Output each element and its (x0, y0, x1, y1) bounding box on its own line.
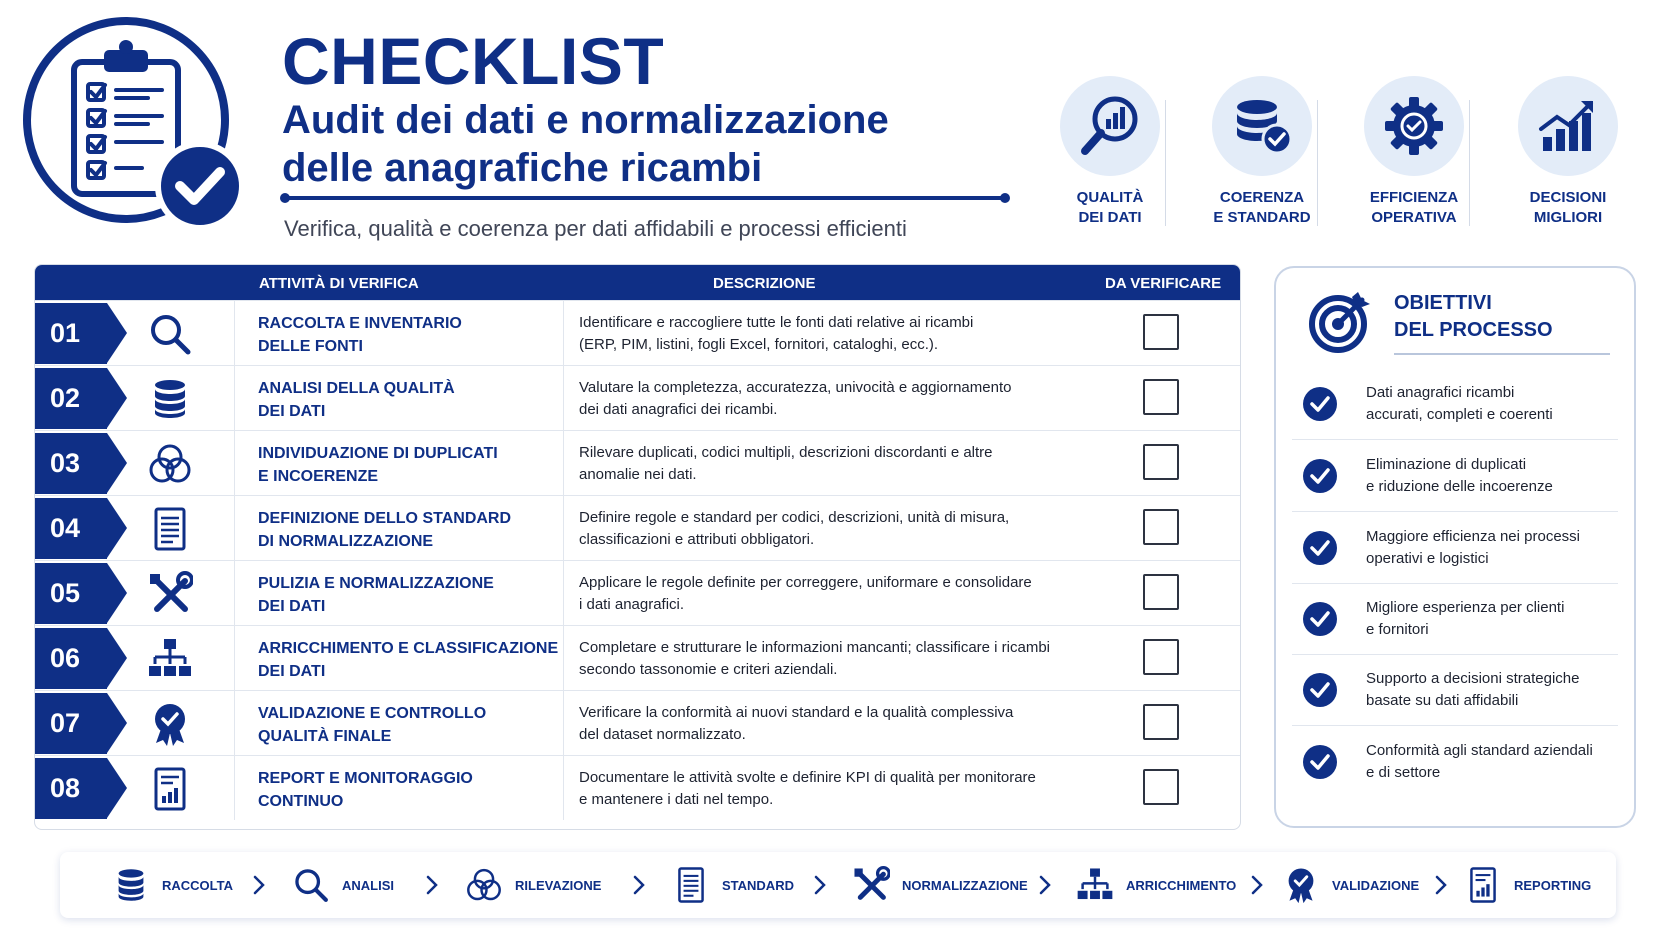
verify-checkbox[interactable] (1143, 704, 1179, 740)
table-row (35, 300, 1240, 365)
award-badge-icon (1282, 866, 1320, 904)
check-circle-icon (1302, 458, 1338, 494)
activity-description: Valutare la completezza, accuratezza, univocità e aggiornamento dei dati anagrafici dei ricambi. (579, 379, 1012, 418)
process-flow-bar (60, 852, 1616, 918)
activity-title: DEFINIZIONE DELLO STANDARD DI NORMALIZZAZIONE (234, 496, 564, 560)
clipboard-check-logo (22, 16, 258, 252)
report-chart-icon (1464, 866, 1502, 904)
benefit-label: EFFICIENZA OPERATIVA (1369, 189, 1459, 226)
activity-title: REPORT E MONITORAGGIO CONTINUO (234, 756, 564, 820)
objective-item (1292, 442, 1618, 512)
divider (1317, 100, 1318, 226)
verify-checkbox[interactable] (1143, 769, 1179, 805)
overlap-circles-icon (465, 866, 503, 904)
flow-step-label: STANDARD (722, 877, 794, 893)
activity-title: PULIZIA E NORMALIZZAZIONE DEI DATI (234, 561, 564, 625)
subtitle-line-1: Audit dei dati e normalizzazione (282, 98, 889, 142)
objective-text: Conformità agli standard aziendali e di settore (1366, 742, 1593, 781)
checklist-table (34, 264, 1241, 830)
tools-icon (852, 866, 890, 904)
overlap-circles-icon (147, 441, 193, 487)
verify-checkbox[interactable] (1143, 314, 1179, 350)
step-number: 05 (35, 563, 107, 624)
objective-item (1292, 728, 1618, 798)
award-badge-icon (147, 701, 193, 747)
benefit-label: QUALITÀ DEI DATI (1076, 189, 1144, 226)
verify-checkbox[interactable] (1143, 509, 1179, 545)
chevron-right-icon (813, 874, 827, 896)
verify-checkbox[interactable] (1143, 574, 1179, 610)
benefit-better-decisions (1493, 76, 1643, 228)
objectives-title-line-1: OBIETTIVI (1394, 292, 1492, 314)
objective-text: Dati anagrafici ricambi accurati, completi e coerenti (1366, 384, 1553, 423)
flow-step-rilevazione (465, 860, 601, 910)
activity-description: Verificare la conformità ai nuovi standard e la qualità complessiva del dataset normalizzato. (579, 704, 1014, 743)
step-number: 02 (35, 368, 107, 429)
flow-step-raccolta (112, 860, 233, 910)
flow-step-analisi (292, 860, 394, 910)
flow-step-validazione (1282, 860, 1419, 910)
flow-step-reporting (1464, 860, 1591, 910)
flow-step-label: ARRICCHIMENTO (1126, 877, 1237, 893)
table-row (35, 430, 1240, 495)
step-number: 07 (35, 693, 107, 754)
table-row (35, 365, 1240, 430)
header-check: DA VERIFICARE (1105, 275, 1222, 292)
objective-text: Eliminazione di duplicati e riduzione delle incoerenze (1366, 456, 1553, 495)
table-row (35, 755, 1240, 820)
benefit-coherence (1187, 76, 1337, 228)
objective-text: Maggiore efficienza nei processi operativi e logistici (1366, 528, 1581, 567)
objective-item (1292, 585, 1618, 655)
activity-title: ANALISI DELLA QUALITÀ DEI DATI (234, 366, 564, 430)
step-number: 01 (35, 303, 107, 364)
database-icon (112, 866, 150, 904)
activity-title: INDIVIDUAZIONE DI DUPLICATI E INCOERENZE (234, 431, 564, 495)
table-header (35, 265, 1240, 300)
divider (1469, 100, 1470, 226)
flow-step-label: RACCOLTA (162, 877, 234, 893)
verify-checkbox[interactable] (1143, 639, 1179, 675)
objective-text: Migliore esperienza per clienti e fornitori (1366, 599, 1565, 638)
magnifier-chart-icon (1060, 76, 1160, 176)
activity-description: Documentare le attività svolte e definire KPI di qualità per monitorare e mantenere i dati nel tempo. (579, 769, 1036, 808)
hierarchy-icon (147, 636, 193, 682)
database-check-icon (1212, 76, 1312, 176)
flow-step-standard (672, 860, 794, 910)
objectives-title (1394, 290, 1553, 344)
activity-description: Completare e strutturare le informazioni mancanti; classificare i ricambi secondo tassonomie e criteri aziendali. (579, 639, 1051, 678)
chevron-right-icon (1250, 874, 1264, 896)
objective-item (1292, 514, 1618, 584)
step-number: 03 (35, 433, 107, 494)
title-divider (284, 196, 1006, 200)
table-row (35, 560, 1240, 625)
check-circle-icon (1302, 530, 1338, 566)
activity-title: ARRICCHIMENTO E CLASSIFICAZIONE DEI DATI (234, 626, 564, 690)
objectives-title-line-2: DEL PROCESSO (1394, 319, 1553, 341)
target-icon (1308, 288, 1374, 354)
benefit-efficiency (1339, 76, 1489, 228)
tagline: Verifica, qualità e coerenza per dati affidabili e processi efficienti (284, 216, 907, 241)
benefit-label: DECISIONI MIGLIORI (1529, 189, 1607, 226)
step-number: 04 (35, 498, 107, 559)
objectives-divider (1394, 353, 1610, 355)
activity-description: Definire regole e standard per codici, descrizioni, unità di misura, classificazioni e attributi obbligatori. (579, 509, 1010, 548)
header-activity: ATTIVITÀ DI VERIFICA (259, 275, 419, 292)
flow-step-arricchimento (1076, 860, 1236, 910)
flow-step-label: VALIDAZIONE (1332, 877, 1420, 893)
search-icon (292, 866, 330, 904)
check-circle-icon (1302, 672, 1338, 708)
search-icon (147, 311, 193, 357)
benefit-data-quality (1035, 76, 1185, 228)
database-icon (147, 376, 193, 422)
subtitle-line-2: delle anagrafiche ricambi (282, 146, 763, 190)
flow-step-label: REPORTING (1514, 877, 1592, 893)
document-icon (147, 506, 193, 552)
activity-title: VALIDAZIONE E CONTROLLO QUALITÀ FINALE (234, 691, 564, 755)
step-number: 08 (35, 758, 107, 819)
tools-icon (147, 571, 193, 617)
table-row (35, 495, 1240, 560)
check-circle-icon (1302, 386, 1338, 422)
objective-item (1292, 656, 1618, 726)
flow-step-label: NORMALIZZAZIONE (902, 877, 1028, 893)
chevron-right-icon (632, 874, 646, 896)
verify-checkbox[interactable] (1143, 379, 1179, 415)
flow-step-label: RILEVAZIONE (515, 877, 602, 893)
check-circle-icon (1302, 601, 1338, 637)
benefit-label: COERENZA E STANDARD (1213, 189, 1311, 226)
table-row (35, 625, 1240, 690)
objectives-panel (1274, 266, 1636, 828)
verify-checkbox[interactable] (1143, 444, 1179, 480)
hierarchy-icon (1076, 866, 1114, 904)
chevron-right-icon (1434, 874, 1448, 896)
objective-item (1292, 370, 1618, 440)
report-chart-icon (147, 766, 193, 812)
chevron-right-icon (252, 874, 266, 896)
chevron-right-icon (1038, 874, 1052, 896)
document-icon (672, 866, 710, 904)
divider (1165, 100, 1166, 226)
chevron-right-icon (425, 874, 439, 896)
growth-chart-icon (1518, 76, 1618, 176)
activity-description: Rilevare duplicati, codici multipli, descrizioni discordanti e altre anomalie nei dati. (579, 444, 993, 483)
activity-description: Applicare le regole definite per correggere, uniformare e consolidare i dati anagrafici. (579, 574, 1032, 613)
flow-step-normalizzazione (852, 860, 1028, 910)
flow-step-label: ANALISI (342, 877, 394, 893)
objective-text: Supporto a decisioni strategiche basate su dati affidabili (1366, 670, 1580, 709)
check-circle-icon (1302, 744, 1338, 780)
table-row (35, 690, 1240, 755)
gear-check-icon (1364, 76, 1464, 176)
activity-title: RACCOLTA E INVENTARIO DELLE FONTI (234, 301, 564, 365)
header-description: DESCRIZIONE (713, 275, 816, 292)
activity-description: Identificare e raccogliere tutte le fonti dati relative ai ricambi (ERP, PIM, listini, fogli Excel, fornitori, cataloghi, ecc.). (579, 314, 974, 353)
step-number: 06 (35, 628, 107, 689)
page-title: CHECKLIST (282, 24, 665, 98)
page-subtitle (282, 96, 982, 192)
